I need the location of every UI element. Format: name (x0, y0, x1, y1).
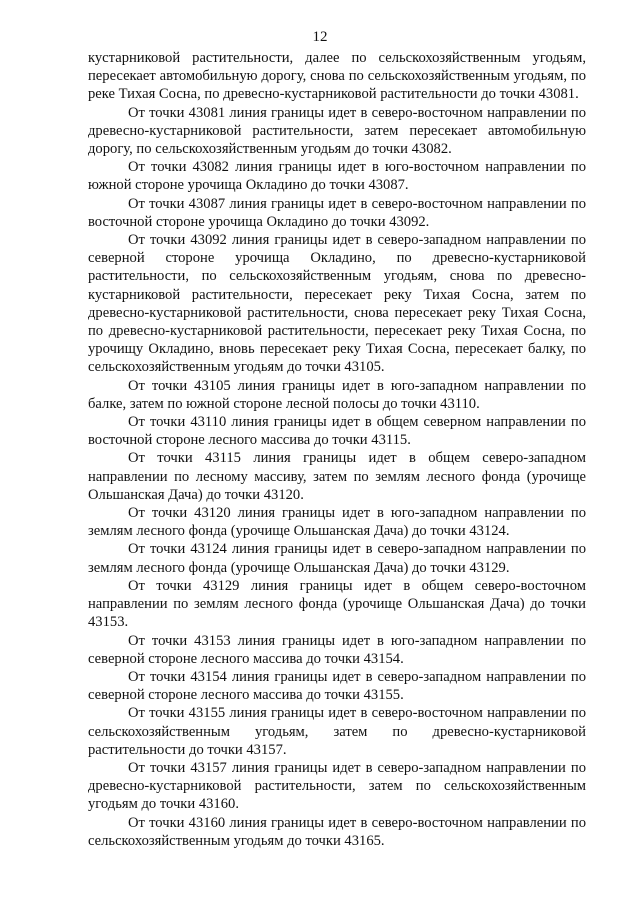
paragraph: От точки 43110 линия границы идет в общем северном направлении по восточной стороне лесного массива до точки 43115. (88, 414, 586, 449)
paragraph: От точки 43081 линия границы идет в северо-восточном направлении по древесно-кустарниковой растительности, затем пересекает автомобильную дорогу, по сельскохозяйственным угодьям до точки 43082. (88, 104, 586, 158)
paragraph: От точки 43155 линия границы идет в северо-восточном направлении по сельскохозяйственным угодьям, затем по древесно-кустарниковой растительности до точки 43157. (88, 705, 586, 758)
paragraph: От точки 43120 линия границы идет в юго-западном направлении по землям лесного фонда (урочище Ольшанская Дача) до точки 43124. (88, 505, 586, 540)
paragraph: От точки 43157 линия границы идет в северо-западном направлении по древесно-кустарниковой растительности, затем по сельскохозяйственным угодьям до точки 43160. (88, 759, 586, 813)
paragraph: От точки 43160 линия границы идет в северо-восточном направлении по сельскохозяйственным угодьям до точки 43165. (88, 814, 586, 849)
paragraph: От точки 43092 линия границы идет в северо-западном направлении по северной стороне урочища Окладино, по древесно-кустарниковой растительности, по сельскохозяйственным угодьям, снова по древесно-кустарниковой растительности, пересекает реку Тихая Сосна, затем по древесно-кустарниковой растительности, снова пересекает реку Тихая Сосна, по древесно-кустарниковой растительности, пересекает реку Тихая Сосна, по урочищу Окладино, вновь пересекает реку Тихая Сосна, пересекает балку, по сельскохозяйственным угодьям до точки 43105. (88, 232, 586, 376)
paragraph: От точки 43154 линия границы идет в северо-западном направлении по северной стороне лесного массива до точки 43155. (88, 668, 586, 704)
paragraph: От точки 43105 линия границы идет в юго-западном направлении по балке, затем по южной стороне лесной полосы до точки 43110. (88, 377, 586, 412)
paragraph: От точки 43115 линия границы идет в общем северо-западном направлении по лесному массиву, затем по землям лесного фонда (урочище Ольшанская Дача) до точки 43120. (88, 450, 586, 503)
paragraph: От точки 43082 линия границы идет в юго-восточном направлении по южной стороне урочища Окладино до точки 43087. (88, 159, 586, 194)
document-body (88, 49, 586, 850)
page-number: 12 (312, 29, 328, 45)
paragraph: кустарниковой растительности, далее по сельскохозяйственным угодьям, пересекает автомобильную дорогу, снова по сельскохозяйственным угодьям, по реке Тихая Сосна, по древесно-кустарниковой растительности до точки 43081. (88, 50, 586, 103)
paragraph: От точки 43153 линия границы идет в юго-западном направлении по северной стороне лесного массива до точки 43154. (88, 632, 586, 667)
paragraph: От точки 43124 линия границы идет в северо-западном направлении по землям лесного фонда (урочище Ольшанская Дача) до точки 43129. (88, 541, 586, 576)
paragraph: От точки 43129 линия границы идет в общем северо-восточном направлении по землям лесного фонда (урочище Ольшанская Дача) до точки 43153. (88, 577, 586, 631)
paragraph: От точки 43087 линия границы идет в северо-восточном направлении по восточной стороне урочища Окладино до точки 43092. (88, 195, 586, 230)
